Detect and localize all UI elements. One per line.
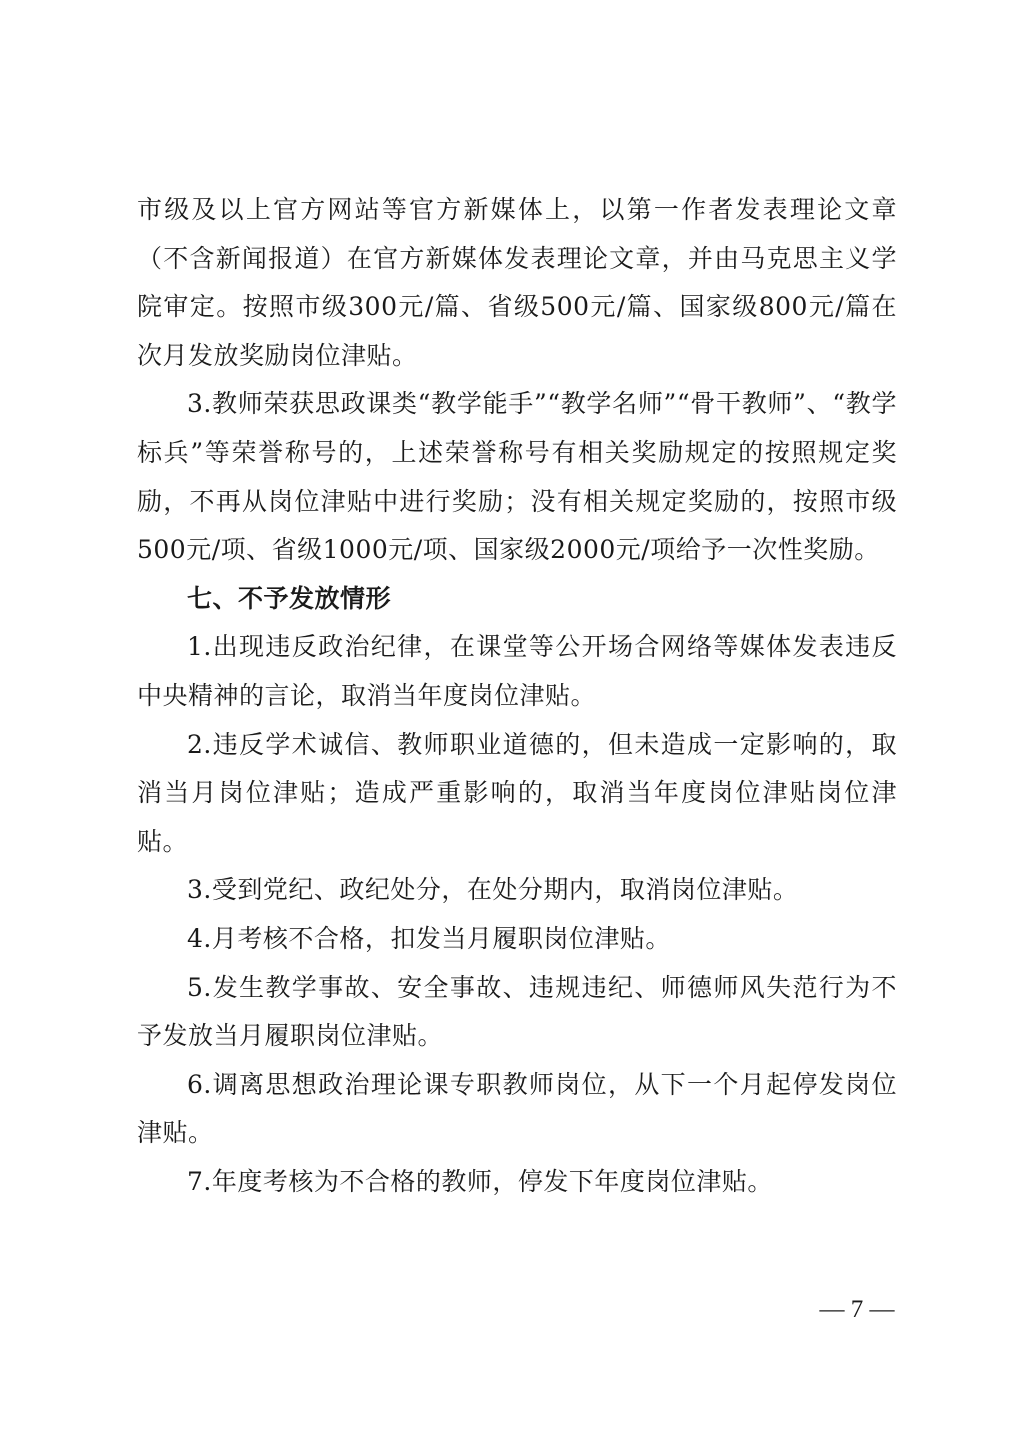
document-body	[137, 186, 897, 1206]
paragraph-rule-4: 4.月考核不合格，扣发当月履职岗位津贴。	[187, 923, 671, 953]
page-number: — 7 —	[819, 1296, 895, 1323]
paragraph-rule-3: 3.受到党纪、政纪处分，在处分期内，取消岗位津贴。	[187, 875, 799, 905]
paragraph-continuation: 市级及以上官方网站等官方新媒体上，以第一作者发表理论文章（不含新闻报道）在官方新媒体发表理论文章，并由马克思主义学院审定。按照市级300元/篇、省级500元/篇、国家级800元/篇在次月发放奖励岗位津贴。	[137, 195, 897, 370]
paragraph-rule-6: 6.调离思想政治理论课专职教师岗位，从下一个月起停发岗位津贴。	[137, 1069, 897, 1148]
paragraph-rule-1: 1.出现违反政治纪律，在课堂等公开场合网络等媒体发表违反中央精神的言论，取消当年度岗位津贴。	[137, 632, 897, 710]
section-heading: 七、不予发放情形	[187, 583, 392, 613]
paragraph-rule-5: 5.发生教学事故、安全事故、违规违纪、师德师风失范行为不予发放当月履职岗位津贴。	[137, 972, 897, 1051]
paragraph-rule-7: 7.年度考核为不合格的教师，停发下年度岗位津贴。	[187, 1166, 773, 1196]
paragraph-rule-2: 2.违反学术诚信、教师职业道德的，但未造成一定影响的，取消当月岗位津贴；造成严重影响的，取消当年度岗位津贴岗位津贴。	[137, 729, 897, 856]
paragraph-item-3-honors: 3.教师荣获思政课类“教学能手”“教学名师”“骨干教师”、“教学标兵”等荣誉称号的，上述荣誉称号有相关奖励规定的按照规定奖励，不再从岗位津贴中进行奖励；没有相关规定奖励的，按照市级500元/项、省级1000元/项、国家级2000元/项给予一次性奖励。	[137, 389, 897, 565]
